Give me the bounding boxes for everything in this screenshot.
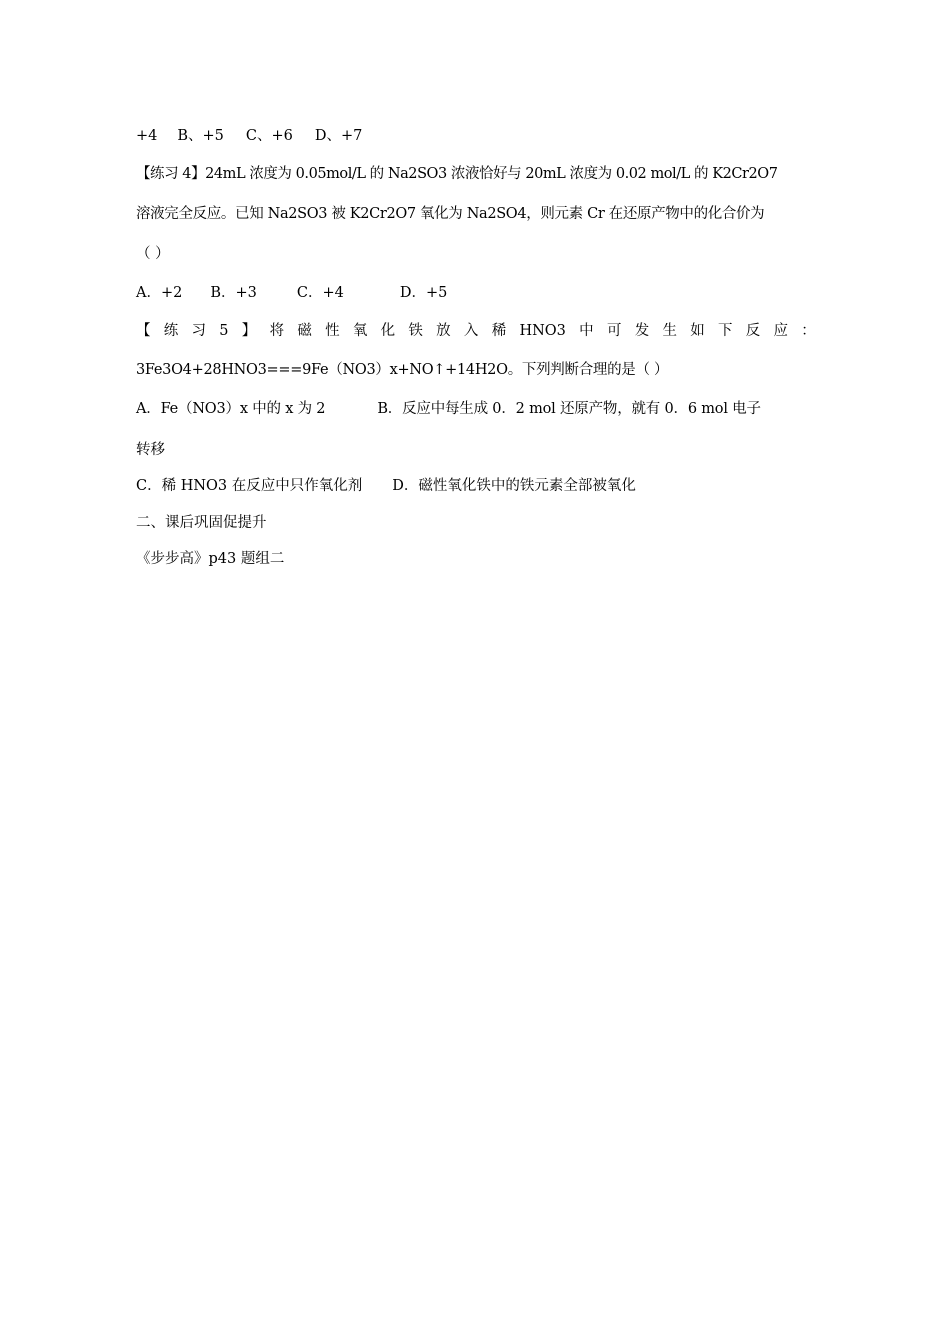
exercise-5-options-ab	[136, 399, 761, 419]
option-a-prev: +4	[136, 128, 158, 144]
exercise-5-option-b: B．反应中每生成 0．2 mol 还原产物，就有 0．6 mol 电子	[377, 401, 761, 417]
exercise-4-option-c: C．+4	[296, 285, 344, 301]
exercise-4-line-3: （ ）	[136, 246, 170, 262]
heading-char: 【	[136, 323, 151, 339]
exercise-4-options	[136, 283, 447, 303]
exercise-4-option-d: D．+5	[399, 285, 448, 301]
heading-char: 入	[463, 323, 479, 339]
heading-char: 可	[606, 323, 622, 339]
heading-char: 稀	[491, 323, 507, 339]
section-2-reference: 《步步高》p43 题组二	[136, 551, 285, 567]
heading-char: 应	[773, 323, 789, 339]
heading-char: 性	[325, 323, 340, 339]
heading-char: 将	[269, 323, 285, 339]
option-d-prev: D、+7	[314, 128, 363, 144]
heading-char: 中	[579, 323, 594, 339]
options-line-prev	[136, 126, 362, 146]
heading-char: 】	[241, 323, 257, 339]
exercise-5-option-c: C．稀 HNO3 在反应中只作氧化剂	[136, 478, 363, 494]
heading-char: 生	[662, 323, 677, 339]
exercise-5-option-b-continued: 转移	[136, 442, 165, 458]
exercise-5-equation-line: 3Fe3O4+28HNO3===9Fe（NO3）x+NO↑+14H2O。下列判断合理的是（ ）	[136, 362, 669, 378]
heading-char: 反	[745, 323, 761, 339]
exercise-5-heading	[136, 321, 816, 341]
exercise-4-line-2: 溶液完全反应。已知 Na2SO3 被 K2Cr2O7 氧化为 Na2SO4，则元素 Cr 在还原产物中的化合价为	[136, 206, 765, 222]
exercise-4-option-a: A．+2	[136, 285, 183, 301]
exercise-5-option-d: D．磁性氧化铁中的铁元素全部被氧化	[392, 478, 636, 494]
section-2-title: 二、课后巩固促提升	[136, 515, 267, 531]
exercise-5-option-a: A．Fe（NO3）x 中的 x 为 2	[136, 401, 326, 417]
heading-char: HNO3	[519, 323, 566, 339]
heading-char: 练	[163, 323, 179, 339]
heading-char: ：	[801, 323, 816, 339]
exercise-4-line-1: 【练习 4】24mL 浓度为 0.05mol/L 的 Na2SO3 浓液恰好与 20mL 浓度为 0.02 mol/L 的 K2Cr2O7	[136, 166, 778, 182]
option-c-prev: C、+6	[245, 128, 293, 144]
heading-char: 放	[436, 323, 451, 339]
heading-char: 磁	[297, 323, 312, 339]
heading-char: 铁	[408, 323, 423, 339]
heading-char: 如	[690, 323, 705, 339]
heading-char: 化	[380, 323, 396, 339]
option-b-prev: B、+5	[177, 128, 224, 144]
heading-char: 氧	[352, 323, 368, 339]
exercise-5-options-cd	[136, 476, 636, 496]
heading-char: 下	[718, 323, 733, 339]
heading-char: 5	[219, 323, 229, 339]
exercise-4-option-b: B．+3	[210, 285, 257, 301]
heading-char: 发	[634, 323, 650, 339]
heading-char: 习	[191, 323, 207, 339]
